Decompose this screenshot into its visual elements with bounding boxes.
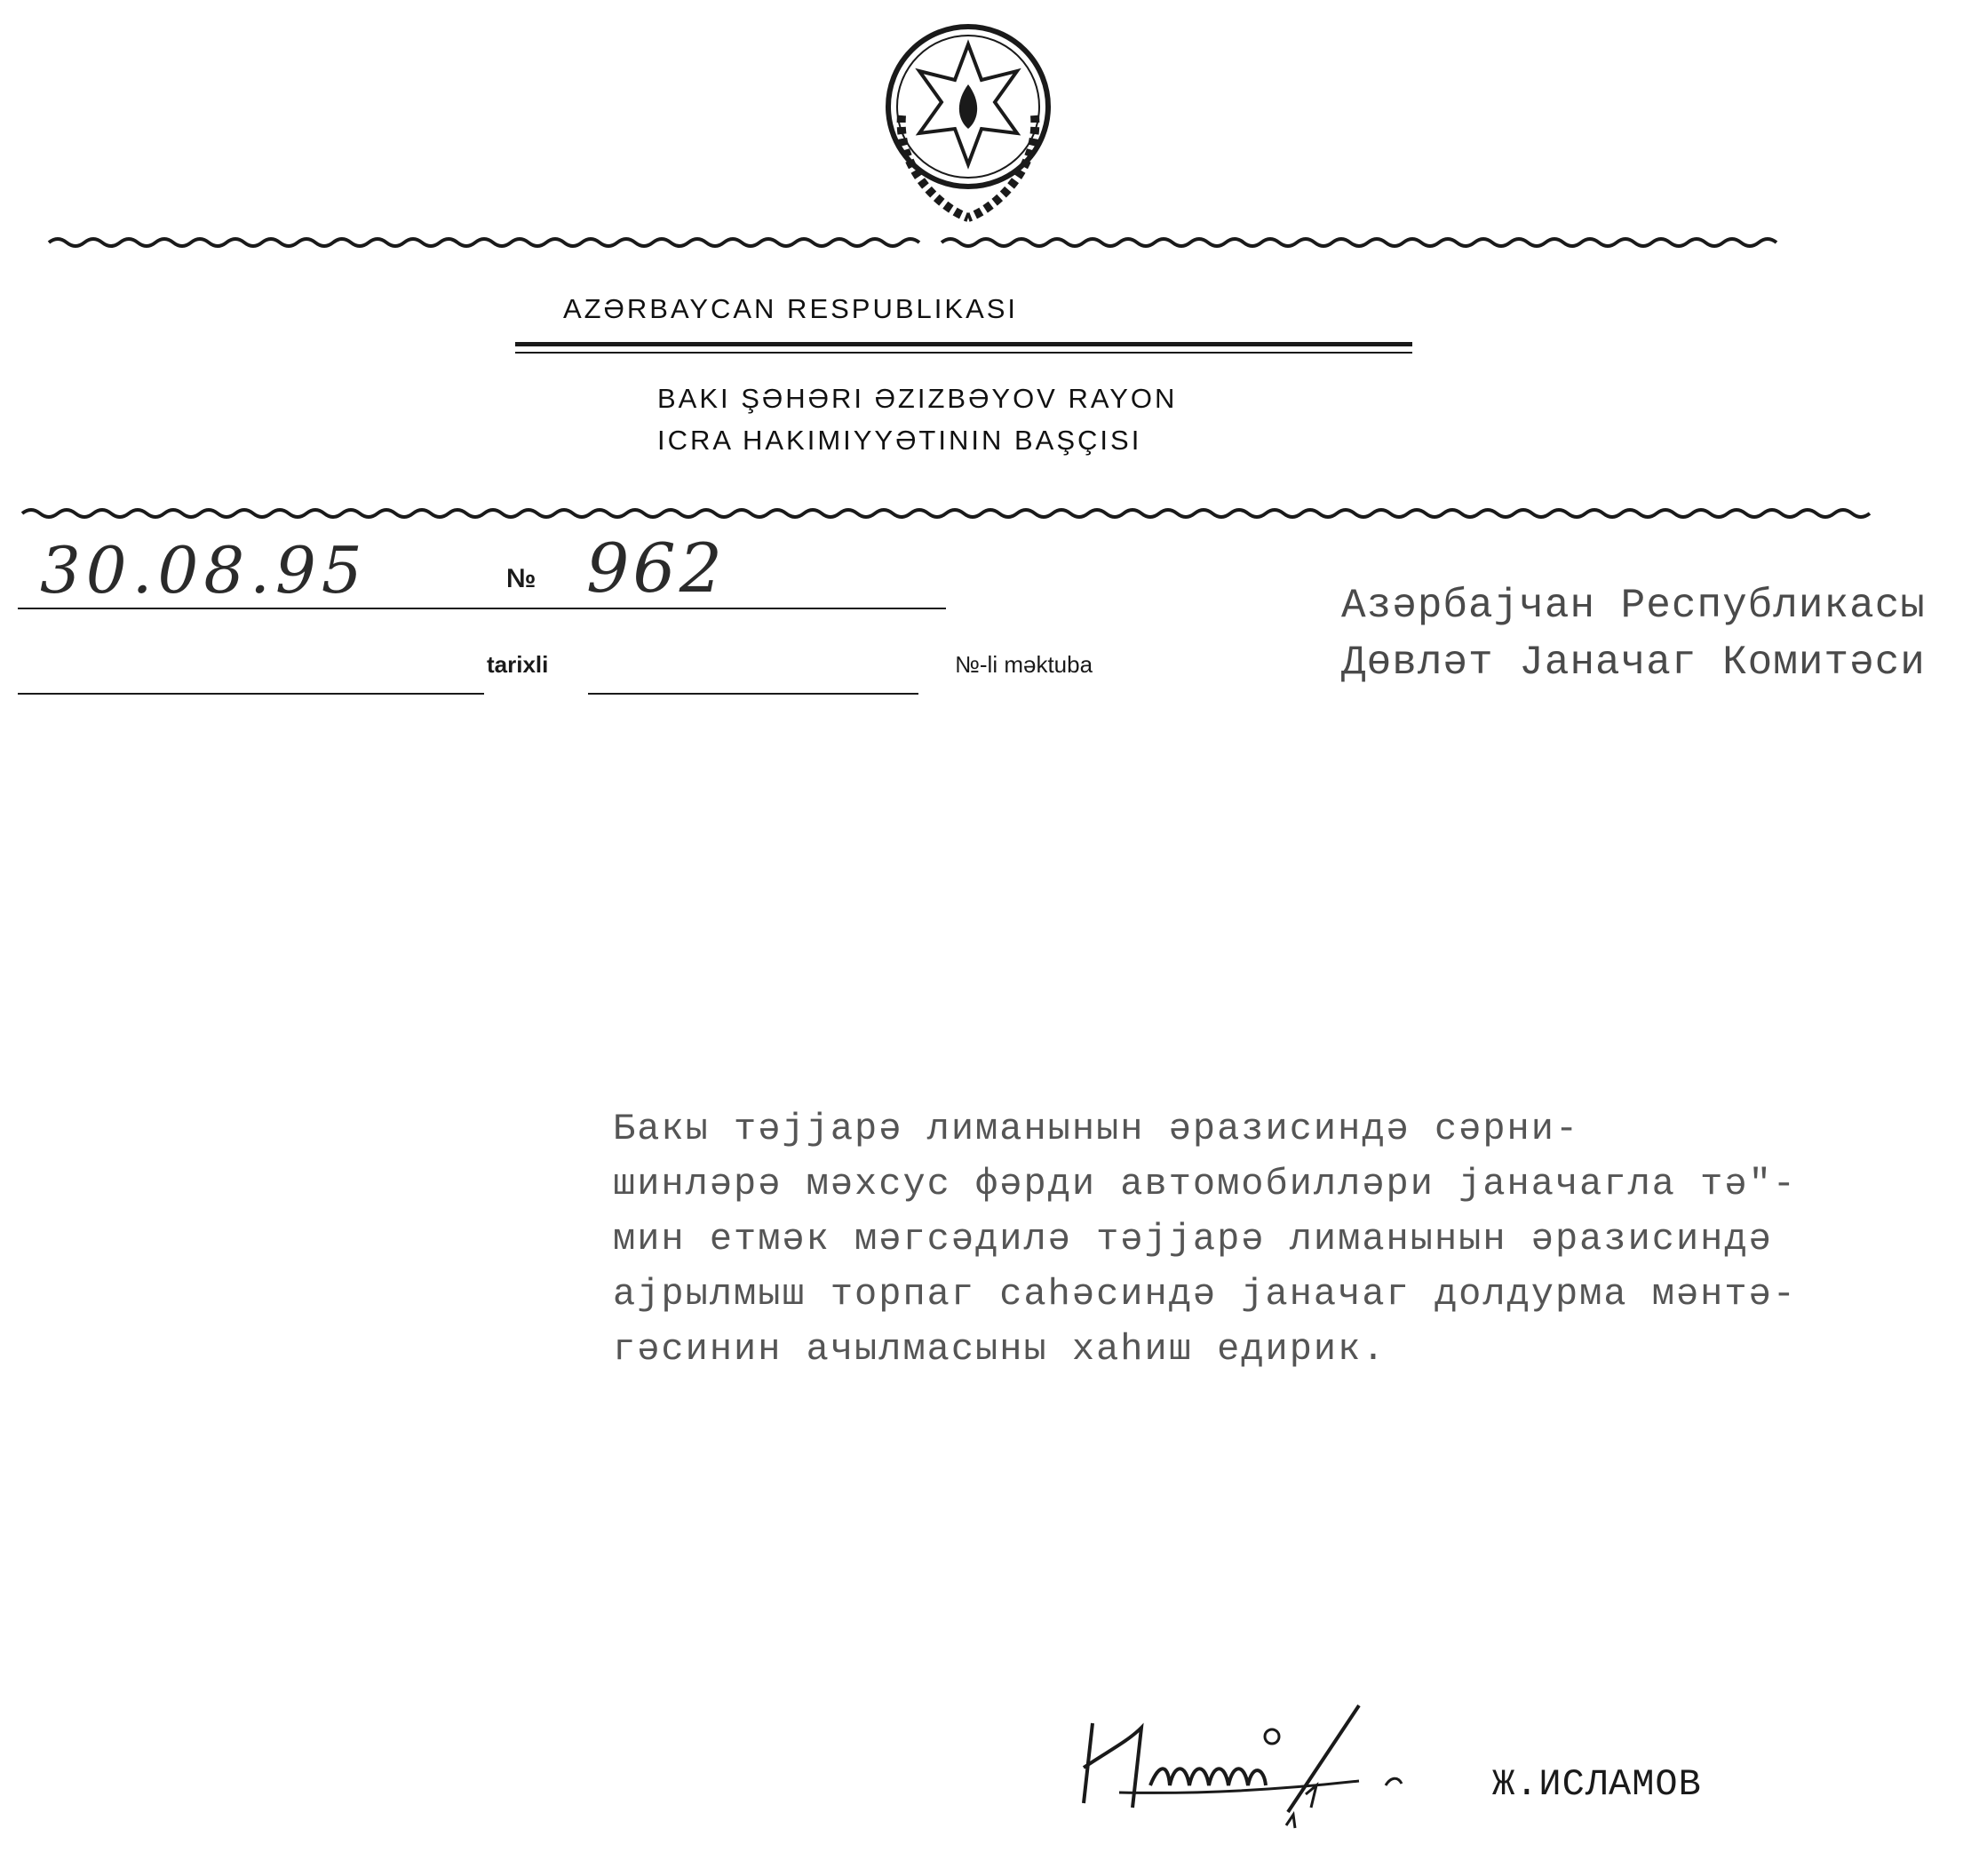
- middle-wavy-divider: [0, 500, 1971, 527]
- addressee-line-2: Дөвлəт Јаначаг Комитəси: [1341, 640, 1926, 686]
- letter-body: Бакы тəjjарə лиманынын əразисиндə сəрни- шинлəрə мəхсус фəрди автомобиллəри jаначагла тə"- мин етмəк мəгсəдилə тəjjарə лиманынын əразисиндə ajрылмыш торпаг саһəсиндə jаначаг долдурма мəнтə- гəсинин ачылмасыны хаһиш едирик.: [613, 1108, 1798, 1371]
- header-rule-top: [515, 342, 1412, 346]
- mektuba-label: №-li məktuba: [955, 651, 1093, 678]
- reference-line-1: [18, 608, 946, 609]
- tarixli-line: [18, 693, 484, 695]
- mektuba-number-line: [588, 693, 918, 695]
- authority-line-1: BAKI ŞƏHƏRI ƏZIZBƏYOV RAYON: [657, 383, 1178, 414]
- number-sign-label: №: [506, 564, 536, 593]
- country-heading: AZƏRBAYCAN RESPUBLIKASI: [562, 293, 1019, 324]
- top-wavy-divider: [0, 229, 1971, 256]
- tarixli-label: tarixli: [487, 651, 549, 678]
- signer-name: Ж.ИСЛАМОВ: [1492, 1763, 1702, 1806]
- authority-line-2: ICRA HAKIMIYYƏTININ BAŞÇISI: [657, 425, 1142, 456]
- addressee-line-1: Азəрбаjчан Республикасы: [1341, 583, 1926, 629]
- header-rule-bottom: [515, 352, 1412, 354]
- handwritten-signature: [1066, 1688, 1457, 1830]
- addressee-block: [1341, 577, 1926, 691]
- handwritten-number: 962: [586, 529, 727, 608]
- state-emblem-icon: [870, 18, 1066, 231]
- handwritten-date: 30.08.95: [40, 533, 368, 608]
- authority-heading: [657, 378, 1177, 461]
